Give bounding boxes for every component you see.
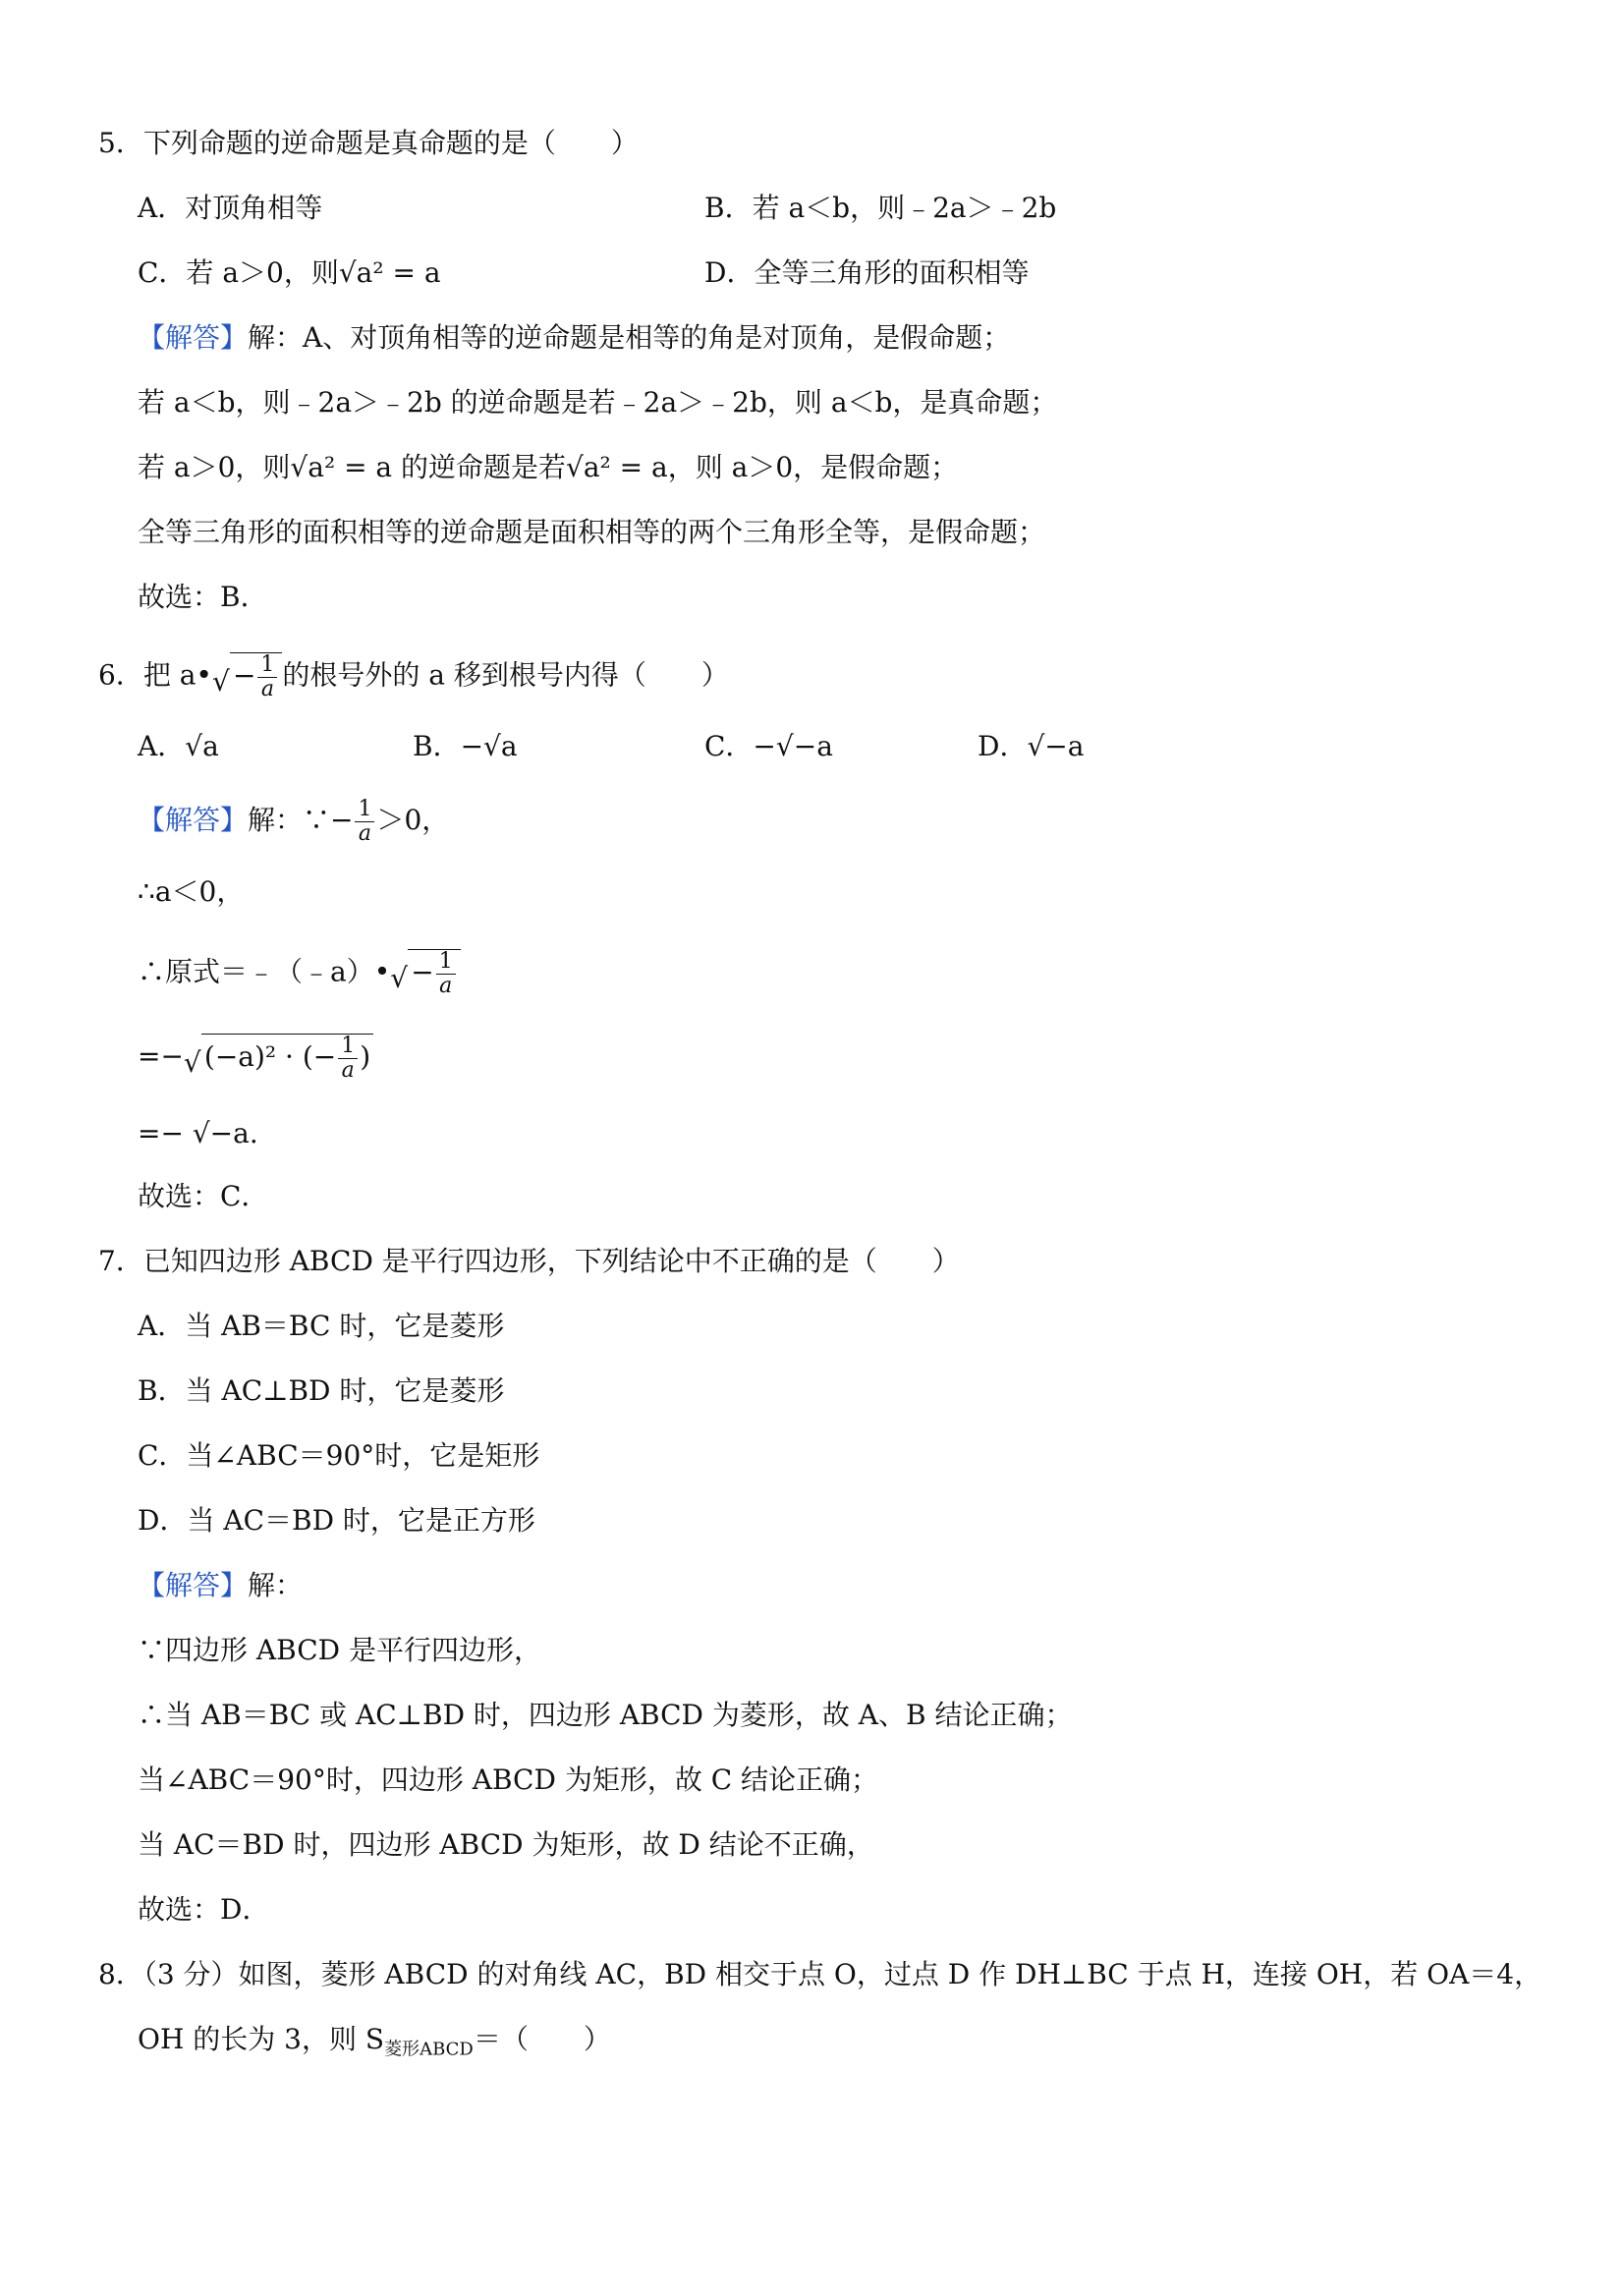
q6-stem-frac-num: 1 [257,653,277,678]
q6-stem-frac-den: a [260,677,274,701]
q5-option-c [138,253,441,293]
q6-stem-prefix: 6．把 a• [98,658,212,692]
q7-stem: 7．已知四边形 ABCD 是平行四边形，下列结论中不正确的是（ ） [98,1245,960,1277]
q6-line4-frac-num: 1 [338,1035,358,1059]
q6-line3-prefix: ∴原式＝﹣（﹣a）• [138,955,391,988]
q8-line2-prefix: OH 的长为 3，则 S [138,2023,385,2055]
q7-option-c: C．当∠ABC＝90°时，它是矩形 [138,1439,540,1472]
q6-option-d: D．√−a [978,730,1085,762]
q6-answer-line-3 [138,949,461,998]
q6-line3-frac-den: a [439,974,453,998]
q6-option-a: A．√a [138,730,219,762]
q6-stem-minus: − [232,659,256,692]
q6-line4-fraction [338,1035,358,1083]
q6-stem [98,652,729,701]
q6-line3-minus: − [411,956,434,988]
q7-answer-line-5: 当 AC＝BD 时，四边形 ABCD 为矩形，故 D 结论不正确， [138,1828,874,1861]
q6-answer-line-2: ∴a＜0， [138,875,245,908]
q6-line4-prefix: =− [138,1039,184,1073]
q5-answer-line-3: 若 a＞0，则√a² = a 的逆命题是若√a² = a，则 a＞0，是假命题； [138,451,959,483]
q5-answer-line-2: 若 a＜b，则﹣2a＞﹣2b 的逆命题是若﹣2a＞﹣2b，则 a＜b，是真命题； [138,386,1058,419]
answer-tag: 【解答】 [138,321,249,354]
q8-stem-line-2 [138,2020,611,2070]
q5-option-b: B．若 a＜b，则﹣2a＞﹣2b [704,192,1057,224]
q8-line2-suffix: ＝（ ） [473,2023,611,2055]
q6-line4-radical [184,1034,373,1083]
answer-tag: 【解答】 [138,804,249,836]
q7-option-d: D．当 AC＝BD 时，它是正方形 [138,1504,535,1537]
q5-answer-text-1: 解：A、对顶角相等的逆命题是相等的角是对顶角，是假命题； [248,321,1011,354]
q8-stem-line-1: 8．（3 分）如图，菱形 ABCD 的对角线 AC，BD 相交于点 O，过点 D 作 DH⊥BC 于点 H，连接 OH，若 OA＝4， [98,1958,1542,1990]
q6-answer-line-5: =− √−a. [138,1117,258,1149]
q5-stem: 5．下列命题的逆命题是真命题的是（ ） [98,127,639,159]
q5-option-d: D．全等三角形的面积相等 [704,256,1030,289]
q6-stem-suffix: 的根号外的 a 移到根号内得（ ） [282,658,729,692]
q6-answer-frac-den: a [358,821,372,846]
q7-option-a: A．当 AB＝BC 时，它是菱形 [138,1310,505,1342]
q7-answer-line-1 [138,1566,303,1605]
q7-answer-line-3: ∴当 AB＝BC 或 AC⊥BD 时，四边形 ABCD 为菱形，故 A、B 结论正确； [138,1699,1073,1731]
q6-option-b: B．−√a [413,730,518,762]
q6-line4-frac-den: a [341,1058,355,1083]
q5-answer-line-4: 全等三角形的面积相等的逆命题是面积相等的两个三角形全等，是假命题； [138,516,1046,548]
q6-line3-radical [390,949,460,998]
q7-answer-line-4: 当∠ABC＝90°时，四边形 ABCD 为矩形，故 C 结论正确； [138,1764,879,1796]
q6-answer-line-1 [138,798,449,846]
q6-answer-suffix: ＞0， [376,804,450,836]
q6-stem-fraction [257,653,277,701]
q5-option-c-expr: √a² = a [338,256,441,289]
q6-answer-fraction [355,798,374,846]
q6-line3-fraction [436,950,456,998]
q6-answer-line-6: 故选：C． [138,1180,269,1212]
q5-answer-line-5: 故选：B． [138,581,268,613]
q6-line4-rad-a: (−a)² · (− [203,1040,337,1073]
q5-answer-line-1 [138,318,1010,358]
q8-line2-subscript: 菱形ABCD [384,2039,474,2060]
q7-answer-line-6: 故选：D． [138,1893,270,1926]
q6-stem-radical [212,652,282,701]
q5-option-a: A．对顶角相等 [138,192,323,224]
q6-line4-rad-b: ) [360,1040,371,1073]
q6-answer-frac-num: 1 [355,798,374,822]
q7-answer-text-1: 解： [248,1569,304,1601]
q6-answer-line-4 [138,1034,373,1083]
q6-option-c: C．−√−a [704,730,833,762]
q7-answer-line-2: ∵四边形 ABCD 是平行四边形， [138,1634,541,1666]
q7-option-b: B．当 AC⊥BD 时，它是菱形 [138,1374,505,1407]
q6-answer-prefix: 解：∵− [248,804,354,836]
q5-option-c-prefix: C．若 a＞0，则 [138,256,339,289]
answer-tag: 【解答】 [138,1569,249,1601]
q6-line3-frac-num: 1 [436,950,456,975]
